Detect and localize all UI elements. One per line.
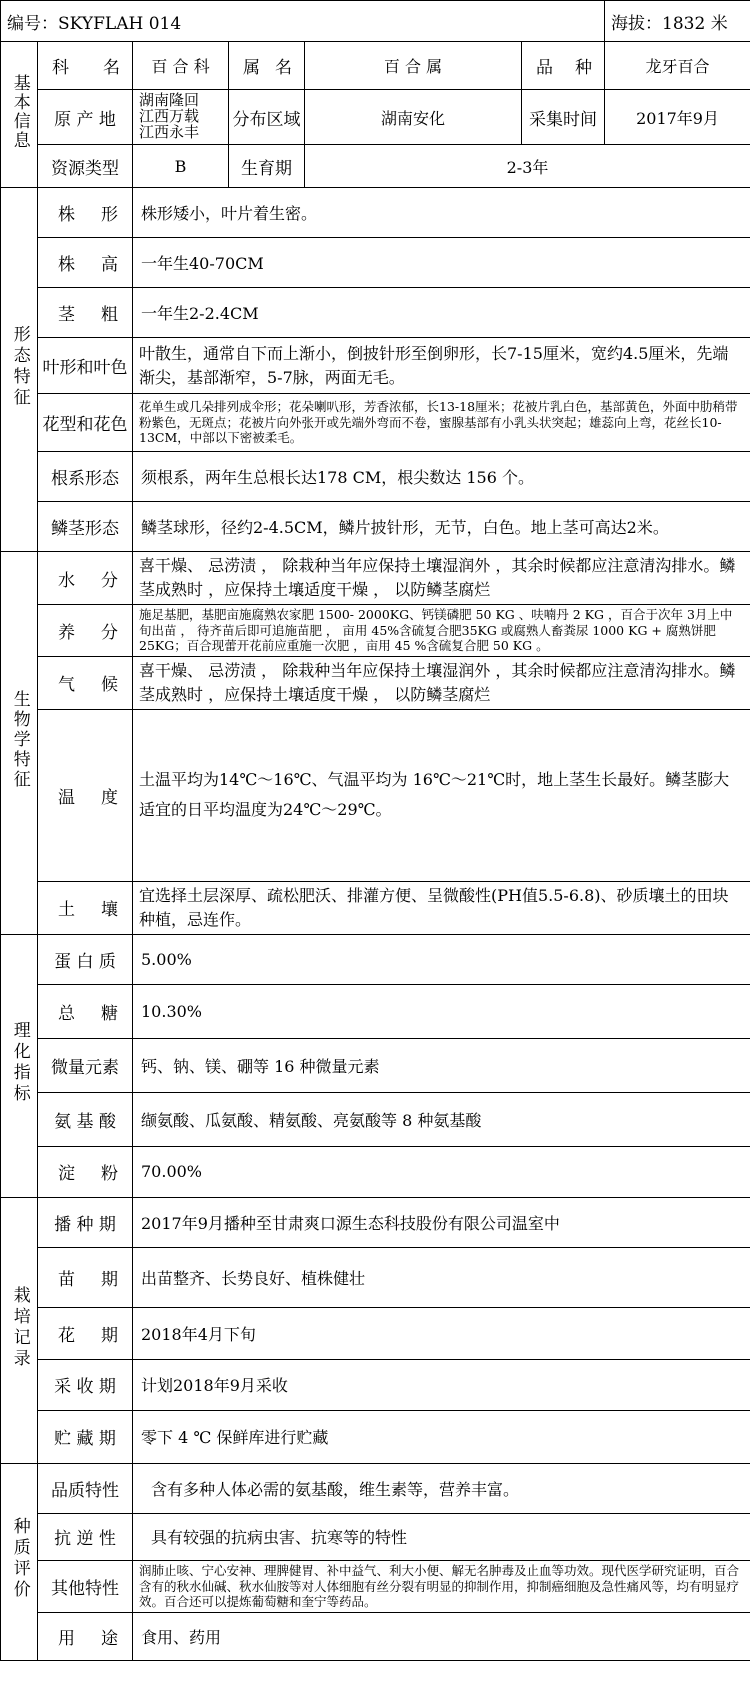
morph-label: 叶形和叶色 [38,338,133,394]
collect-time-label: 采集时间 [522,90,605,145]
collect-time-value: 2017年9月 [605,90,750,145]
growth-period-value: 2-3年 [305,145,750,188]
family-label: 科 名 [38,42,133,90]
section-chem: 理化指标 [1,934,38,1197]
morph-value: 一年生2-2.4CM [133,288,750,338]
code-value: SKYFLAH 014 [58,13,182,34]
altitude-label: 海拔： [611,13,663,34]
resource-type-label: 资源类型 [38,145,133,188]
section-basic: 基本信息 [1,42,38,188]
eval-label: 品质特性 [38,1463,133,1513]
resource-type-value: B [133,145,229,188]
chem-value: 钙、钠、镁、硼等 16 种微量元素 [133,1038,750,1092]
cult-label: 采 收 期 [38,1359,133,1410]
morph-value: 花单生或几朵排列成伞形；花朵喇叭形，芳香浓郁，长13-18厘米；花被片乳白色，基部黄色，外面中肋稍带粉紫色，无斑点；花被片向外张开或先端外弯而不卷，蜜腺基部有小乳头状突起；雄蕊向上弯，花丝长10-13CM，中部以下密被柔毛。 [133,394,750,452]
morph-value: 一年生40-70CM [133,238,750,288]
morph-value: 须根系，两年生总根长达178 CM，根尖数达 156 个。 [133,452,750,502]
bio-value: 宜选择土层深厚、疏松肥沃、排灌方便、呈微酸性(PH值5.5-6.8)、砂质壤土的田块种植，忌连作。 [133,881,750,934]
cult-label: 贮 藏 期 [38,1410,133,1463]
section-bio: 生物学特征 [1,552,38,935]
morph-label: 株 高 [38,238,133,288]
bio-value: 喜干燥、 忌涝渍 ， 除栽种当年应保持土壤湿润外 ，其余时候都应注意清沟排水。鳞茎成熟时 ，应保持土壤适度干燥 ， 以防鳞茎腐烂 [133,656,750,709]
chem-label: 淀 粉 [38,1146,133,1197]
morph-label: 根系形态 [38,452,133,502]
chem-label: 氨 基 酸 [38,1092,133,1146]
eval-label: 抗 逆 性 [38,1513,133,1560]
bio-label: 温 度 [38,709,133,881]
cult-label: 花 期 [38,1307,133,1359]
cult-label: 播 种 期 [38,1197,133,1247]
code-label: 编号： [7,13,58,34]
morph-label: 花型和花色 [38,394,133,452]
eval-value: 润肺止咳、宁心安神、理脾健胃、补中益气、利大小便、解无名肿毒及止血等功效。现代医学研究证明，百合含有的秋水仙碱、秋水仙胺等对人体细胞有丝分裂有明显的抑制作用，抑制癌细胞及急性痛风等，均有明显疗效。百合还可以提炼葡萄糖和奎宁等药品。 [133,1560,750,1612]
section-cult: 栽培记录 [1,1197,38,1463]
chem-label: 微量元素 [38,1038,133,1092]
bio-value: 喜干燥、 忌涝渍 ， 除栽种当年应保持土壤湿润外 ，其余时候都应注意清沟排水。鳞茎成熟时 ，应保持土壤适度干燥 ， 以防鳞茎腐烂 [133,552,750,605]
chem-value: 10.30% [133,984,750,1038]
cult-value: 2017年9月播种至甘肃爽口源生态科技股份有限公司温室中 [133,1197,750,1247]
code-cell [1,1,605,42]
chem-value: 缬氨酸、瓜氨酸、精氨酸、亮氨酸等 8 种氨基酸 [133,1092,750,1146]
distribution-label: 分布区域 [229,90,305,145]
morph-label: 鳞茎形态 [38,502,133,552]
cult-label: 苗 期 [38,1247,133,1307]
bio-value: 施足基肥，基肥亩施腐熟农家肥 1500- 2000KG、钙镁磷肥 50 KG 、呋喃丹 2 KG ，百合于次年 3月上中旬出苗 ， 待齐苗后即可追施苗肥 ， 亩用 45%含硫复合肥35KG 或腐熟人畜粪尿 1000 KG + 腐熟饼肥 25KG；百合现蕾开花前应重施一次肥 ，亩用 45 %含硫复合肥 50 KG 。 [133,605,750,657]
genus-value: 百 合 属 [305,42,522,90]
cult-value: 2018年4月下旬 [133,1307,750,1359]
variety-label: 品 种 [522,42,605,90]
origin-values: 湖南隆回 江西万载 江西永丰 [133,90,229,145]
section-morph: 形态特征 [1,188,38,552]
cult-value: 出苗整齐、长势良好、植株健壮 [133,1247,750,1307]
morph-value: 鳞茎球形，径约2-4.5CM，鳞片披针形，无节，白色。地上茎可高达2米。 [133,502,750,552]
morph-label: 株 形 [38,188,133,238]
bio-value: 土温平均为14℃～16℃、气温平均为 16℃～21℃时，地上茎生长最好。鳞茎膨大适宜的日平均温度为24℃～29℃。 [133,709,750,881]
eval-value: 含有多种人体必需的氨基酸，维生素等，营养丰富。 [133,1463,750,1513]
eval-label: 用 途 [38,1612,133,1660]
bio-label: 养 分 [38,605,133,657]
cult-value: 零下 4 ℃ 保鲜库进行贮藏 [133,1410,750,1463]
eval-value: 具有较强的抗病虫害、抗寒等的特性 [133,1513,750,1560]
bio-label: 水 分 [38,552,133,605]
distribution-value: 湖南安化 [305,90,522,145]
cult-value: 计划2018年9月采收 [133,1359,750,1410]
section-eval: 种质评价 [1,1463,38,1660]
morph-label: 茎 粗 [38,288,133,338]
growth-period-label: 生育期 [229,145,305,188]
chem-label: 总 糖 [38,984,133,1038]
chem-value: 70.00% [133,1146,750,1197]
bio-label: 土 壤 [38,881,133,934]
altitude-cell [605,1,750,42]
family-value: 百 合 科 [133,42,229,90]
morph-value: 株形矮小，叶片着生密。 [133,188,750,238]
eval-value: 食用、药用 [133,1612,750,1660]
bio-label: 气 候 [38,656,133,709]
variety-value: 龙牙百合 [605,42,750,90]
morph-value: 叶散生，通常自下而上渐小，倒披针形至倒卵形，长7-15厘米，宽约4.5厘米，先端渐尖，基部渐窄，5-7脉，两面无毛。 [133,338,750,394]
altitude-value: 1832 米 [662,13,728,34]
chem-value: 5.00% [133,934,750,984]
chem-label: 蛋 白 质 [38,934,133,984]
origin-label: 原 产 地 [38,90,133,145]
eval-label: 其他特性 [38,1560,133,1612]
genus-label: 属 名 [229,42,305,90]
